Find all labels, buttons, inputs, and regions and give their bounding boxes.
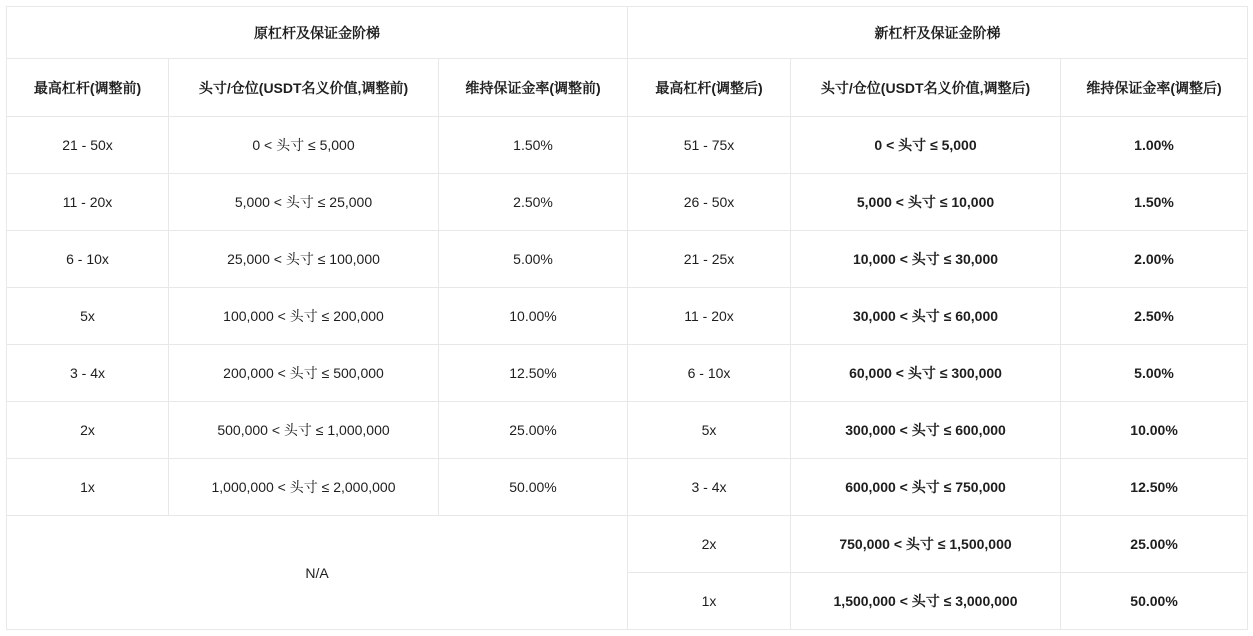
old-leverage-cell: 2x (7, 402, 169, 459)
new-leverage-cell: 51 - 75x (628, 117, 791, 174)
old-leverage-cell: 21 - 50x (7, 117, 169, 174)
col-header-new-rate: 维持保证金率(调整后) (1061, 59, 1248, 117)
group-header-new: 新杠杆及保证金阶梯 (628, 7, 1248, 59)
old-position-cell: 5,000 < 头寸 ≤ 25,000 (169, 174, 439, 231)
new-leverage-cell: 26 - 50x (628, 174, 791, 231)
table-row (7, 402, 1248, 459)
new-position-cell: 10,000 < 头寸 ≤ 30,000 (791, 231, 1061, 288)
table-column-header-row (7, 59, 1248, 117)
old-leverage-cell: 3 - 4x (7, 345, 169, 402)
new-rate-cell: 12.50% (1061, 459, 1248, 516)
old-rate-cell: 5.00% (439, 231, 628, 288)
old-position-cell: 500,000 < 头寸 ≤ 1,000,000 (169, 402, 439, 459)
old-leverage-cell: 1x (7, 459, 169, 516)
new-leverage-cell: 2x (628, 516, 791, 573)
new-rate-cell: 5.00% (1061, 345, 1248, 402)
old-position-cell: 200,000 < 头寸 ≤ 500,000 (169, 345, 439, 402)
table-row (7, 174, 1248, 231)
new-position-cell: 750,000 < 头寸 ≤ 1,500,000 (791, 516, 1061, 573)
old-rate-cell: 1.50% (439, 117, 628, 174)
old-position-cell: 1,000,000 < 头寸 ≤ 2,000,000 (169, 459, 439, 516)
new-leverage-cell: 6 - 10x (628, 345, 791, 402)
group-header-old: 原杠杆及保证金阶梯 (7, 7, 628, 59)
new-leverage-cell: 5x (628, 402, 791, 459)
old-rate-cell: 2.50% (439, 174, 628, 231)
old-leverage-cell: 11 - 20x (7, 174, 169, 231)
new-leverage-cell: 3 - 4x (628, 459, 791, 516)
old-position-cell: 25,000 < 头寸 ≤ 100,000 (169, 231, 439, 288)
new-position-cell: 5,000 < 头寸 ≤ 10,000 (791, 174, 1061, 231)
new-rate-cell: 50.00% (1061, 573, 1248, 630)
old-na-cell: N/A (7, 516, 628, 630)
col-header-new-leverage: 最高杠杆(调整后) (628, 59, 791, 117)
new-position-cell: 600,000 < 头寸 ≤ 750,000 (791, 459, 1061, 516)
table-row (7, 345, 1248, 402)
new-position-cell: 1,500,000 < 头寸 ≤ 3,000,000 (791, 573, 1061, 630)
old-leverage-cell: 5x (7, 288, 169, 345)
new-position-cell: 60,000 < 头寸 ≤ 300,000 (791, 345, 1061, 402)
table-row (7, 516, 1248, 573)
new-leverage-cell: 1x (628, 573, 791, 630)
new-rate-cell: 2.00% (1061, 231, 1248, 288)
old-rate-cell: 12.50% (439, 345, 628, 402)
old-rate-cell: 25.00% (439, 402, 628, 459)
old-rate-cell: 10.00% (439, 288, 628, 345)
new-rate-cell: 25.00% (1061, 516, 1248, 573)
new-position-cell: 0 < 头寸 ≤ 5,000 (791, 117, 1061, 174)
new-rate-cell: 1.00% (1061, 117, 1248, 174)
new-rate-cell: 2.50% (1061, 288, 1248, 345)
table-row (7, 459, 1248, 516)
table-group-header-row (7, 7, 1248, 59)
old-position-cell: 0 < 头寸 ≤ 5,000 (169, 117, 439, 174)
old-position-cell: 100,000 < 头寸 ≤ 200,000 (169, 288, 439, 345)
table-row (7, 288, 1248, 345)
col-header-old-position: 头寸/仓位(USDT名义价值,调整前) (169, 59, 439, 117)
col-header-new-position: 头寸/仓位(USDT名义价值,调整后) (791, 59, 1061, 117)
old-rate-cell: 50.00% (439, 459, 628, 516)
new-position-cell: 300,000 < 头寸 ≤ 600,000 (791, 402, 1061, 459)
new-leverage-cell: 21 - 25x (628, 231, 791, 288)
table-row (7, 231, 1248, 288)
col-header-old-leverage: 最高杠杆(调整前) (7, 59, 169, 117)
new-rate-cell: 10.00% (1061, 402, 1248, 459)
old-leverage-cell: 6 - 10x (7, 231, 169, 288)
table-row (7, 117, 1248, 174)
col-header-old-rate: 维持保证金率(调整前) (439, 59, 628, 117)
new-rate-cell: 1.50% (1061, 174, 1248, 231)
leverage-margin-tier-table (6, 6, 1248, 630)
new-position-cell: 30,000 < 头寸 ≤ 60,000 (791, 288, 1061, 345)
new-leverage-cell: 11 - 20x (628, 288, 791, 345)
